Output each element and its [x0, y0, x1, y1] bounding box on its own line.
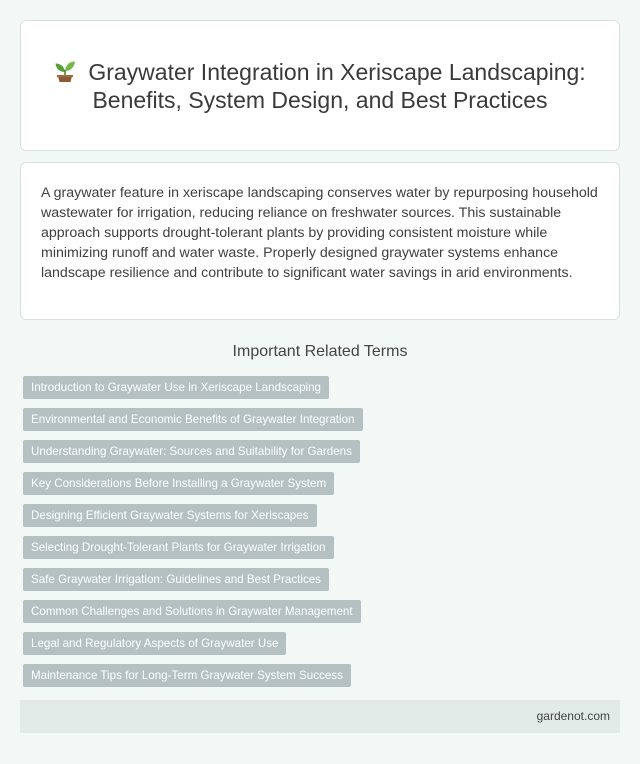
related-term-link[interactable]: Designing Efficient Graywater Systems for Xeriscapes: [23, 504, 317, 527]
related-terms-heading: Important Related Terms: [232, 343, 408, 360]
footer-site-link[interactable]: gardenot.com: [536, 709, 610, 723]
related-term-link[interactable]: Maintenance Tips for Long-Term Graywater System Success: [23, 664, 351, 687]
seedling-icon: [54, 59, 76, 83]
related-term-link[interactable]: Introduction to Graywater Use in Xeriscape Landscaping: [23, 376, 329, 399]
description-text: A graywater feature in xeriscape landscaping conserves water by repurposing household wastewater for irrigation, reducing reliance on freshwater sources. This sustainable approach supports drought-tolerant plants by providing consistent moisture while minimizing runoff and water waste. Properly designed graywater systems enhance landscape resilience and contribute to significant water savings in arid environments.: [41, 185, 598, 281]
page-title-text: Graywater Integration in Xeriscape Landscaping: Benefits, System Design, and Best Practices: [88, 58, 586, 113]
related-term-link[interactable]: Safe Graywater Irrigation: Guidelines and Best Practices: [23, 568, 329, 591]
related-term-link[interactable]: Common Challenges and Solutions in Graywater Management: [23, 600, 361, 623]
related-terms-list: [20, 376, 620, 687]
related-term-link[interactable]: Key Considerations Before Installing a Graywater System: [23, 472, 334, 495]
related-term-link[interactable]: Legal and Regulatory Aspects of Graywater Use: [23, 632, 286, 655]
related-term-link[interactable]: Understanding Graywater: Sources and Suitability for Gardens: [23, 440, 360, 463]
title-card: [20, 20, 620, 151]
related-term-link[interactable]: Selecting Drought-Tolerant Plants for Graywater Irrigation: [23, 536, 334, 559]
footer-bar: [20, 700, 620, 733]
description-card: [20, 162, 620, 320]
page-title: [45, 58, 595, 114]
related-term-link[interactable]: Environmental and Economic Benefits of Graywater Integration: [23, 408, 363, 431]
